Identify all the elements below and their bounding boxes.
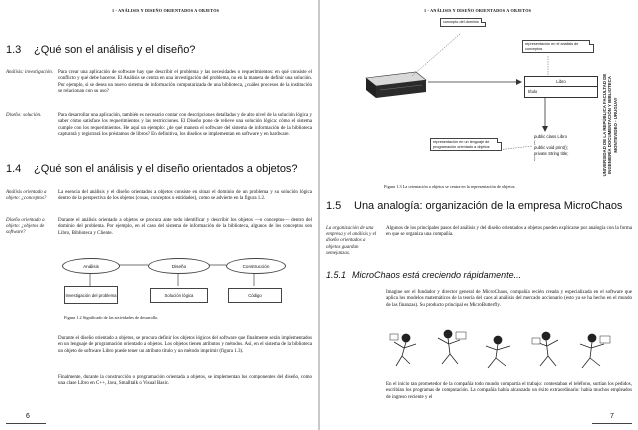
page-number-rule	[6, 423, 46, 424]
ellipse-analisis: Análisis	[62, 258, 120, 274]
section-title: ¿Qué son el análisis y el diseño orientados a objetos?	[34, 163, 298, 175]
note-connector	[498, 146, 532, 150]
page-number: 6	[26, 413, 30, 420]
box-investigacion: Investigación del problema	[64, 286, 118, 304]
side-note-analisis: Análisis: investigación.	[6, 70, 53, 75]
ellipse-construccion: Construcción	[226, 258, 286, 274]
class-box-libro	[524, 76, 598, 98]
paragraph-inicio: En el inicio tan prometedor de la compañía todo mundo compartía el trabajo: contestaban el teléfono, surtían los pedidos, escribían los programas de computación. La compañía había alcanzado un éxito extraordinario: había muchos empleados de ingreso reciente y el	[386, 382, 632, 400]
arrow-head	[542, 126, 548, 132]
side-note-diseno: Diseño: solución.	[6, 113, 42, 118]
code-line: }	[534, 156, 536, 162]
book-illustration	[366, 72, 426, 98]
section-title: MicroChaos está creciendo rápidamente...	[352, 270, 522, 280]
paragraph-analisis: Para crear una aplicación de software hay que describir el problema y las necesidades o requerimientos: en qué consiste el conflicto y qué debe hacerse. El Análisis se centra en una investigación del problema, no en la manera de definir una solución. Por ejemplo, si se desea un nuevo sistema de información computarizada de una biblioteca, ¿cuáles procesos de la institución se relacionan con su uso?	[58, 70, 312, 95]
note-representacion-lenguaje: representación en un lenguaje de programación orientado a objetos	[430, 138, 502, 151]
note-concepto-dominio: concepto del dominio	[440, 18, 486, 27]
code-line: public void print();	[534, 145, 568, 151]
section-title: Una analogía: organización de la empresa MicroChaos	[354, 200, 623, 212]
figure-1-2-caption: Figura 1.2 Significado de las actividades de desarrollo.	[64, 315, 159, 320]
library-stamp	[602, 70, 632, 180]
running-head: 1 - ANÁLISIS Y DISEÑO ORIENTADOS A OBJETOS	[424, 8, 532, 13]
page-number-rule	[592, 423, 632, 424]
side-note-doo: Diseño orientado a objeto: ¿objetos de software?	[6, 218, 45, 236]
box-solucion: Solución lógica	[150, 288, 208, 303]
box-codigo: Código	[228, 288, 282, 303]
stamp-text: UNIVERSIDAD DE LA REPÚBLICA FACULTAD DE INGENIERÍA DOCUMENTACIÓN Y BIBLIOTECA MONTEVIDEO - URUGUAY	[602, 73, 618, 177]
right-page	[320, 0, 638, 430]
note-representacion-analisis: representación en el análisis de conceptos	[522, 40, 594, 53]
section-heading-1-5	[326, 200, 622, 212]
paragraph-construccion: Finalmente, durante la construcción o programación orientada a objetos, se implementan los componentes del diseño, como una clase Libro en C++, Java, Smalltalk o Visual Basic.	[58, 375, 312, 387]
figure-1-3-drawing	[320, 0, 638, 200]
running-head: 1 - ANÁLISIS Y DISEÑO ORIENTADOS A OBJETOS	[112, 8, 220, 13]
section-heading-1-5-1	[326, 270, 521, 280]
class-name: Libro	[525, 77, 597, 87]
page-number: 7	[610, 413, 614, 420]
code-line: {	[534, 139, 536, 145]
paragraph-diseno-oo: Durante el diseño orientado a objetos, se procura definir los objetos lógicos del software que finalmente serán implementados en un lenguaje de programación orientado a objetos. Los objetos tienen atributos y métodos. Así, en el sistema de la biblioteca un objeto de software Libro puede tener un atributo título y un método imprimir (figura 1.3).	[58, 336, 312, 354]
section-title: ¿Qué son el análisis y el diseño?	[34, 44, 196, 56]
paragraph-aoo: La esencia del análisis y el diseño orientados a objetos consiste en situar el dominio de un problema y su solución lógica dentro de la perspectiva de los objetos (cosas, conceptos o entidades), como se advierte en la figura 1.2.	[58, 190, 312, 202]
paragraph-analogia: Algunos de los principales pasos del análisis y del diseño orientados a objetos pueden explicarse por analogía con la forma en que se organiza una compañía.	[386, 226, 632, 238]
ellipse-diseno: Diseño	[148, 258, 210, 274]
code-line: private String title;	[534, 150, 569, 156]
code-listing	[534, 134, 568, 162]
side-note-aoo: Análisis orientado a objeto: ¿conceptos?	[6, 190, 47, 202]
section-number: 1.4	[6, 163, 22, 175]
left-page	[0, 0, 318, 430]
code-line: public class Libro	[534, 134, 567, 139]
section-number: 1.3	[6, 44, 22, 56]
side-note-analogia: La organización de una empresa y el análisis y el diseño orientados a objetos guardan semejanzas.	[326, 226, 377, 256]
figure-1-3-caption: Figura 1.3 La orientación a objetos se centra en la representación de objetos.	[384, 184, 516, 189]
section-number: 1.5	[326, 200, 342, 212]
paragraph-microchaos: Imagine ser el fundador y director general de MicroChaos, compañía recién creada y especializada en el software que aplica los modelos matemáticos de la teoría del caos al análisis del mercado accionario (esto ya se ha hecho en el mundo de las finanzas). Su producto principal es MicroButterfly.	[386, 290, 632, 308]
paragraph-diseno: Para desarrollar una aplicación, también es necesario contar con descripciones detalladas y de alto nivel de la solución lógica y saber cómo satisface los requerimientos y las restricciones. El Diseño pone de relieve una solución lógica: cómo el sistema cumple con los requerimientos. He aquí un ejemplo: ¿de qué manera el software del sistema de información de la biblioteca capturará y registrará los préstamos de libros? En definitiva, los diseños se implementan en software y en hardware.	[58, 113, 312, 138]
office-workers-illustration	[320, 320, 638, 380]
arrow-head	[516, 79, 522, 85]
class-attribute: título	[528, 89, 538, 94]
note-connector	[412, 34, 460, 76]
paragraph-doo: Durante el análisis orientado a objetos se procura ante todo identificar y describir los objetos —o conceptos— dentro del dominio del problema. Por ejemplo, en el caso del sistema de información de la biblioteca, algunos de los conceptos son Libro, Biblioteca y Cliente.	[58, 218, 312, 236]
section-number: 1.5.1	[326, 270, 347, 280]
